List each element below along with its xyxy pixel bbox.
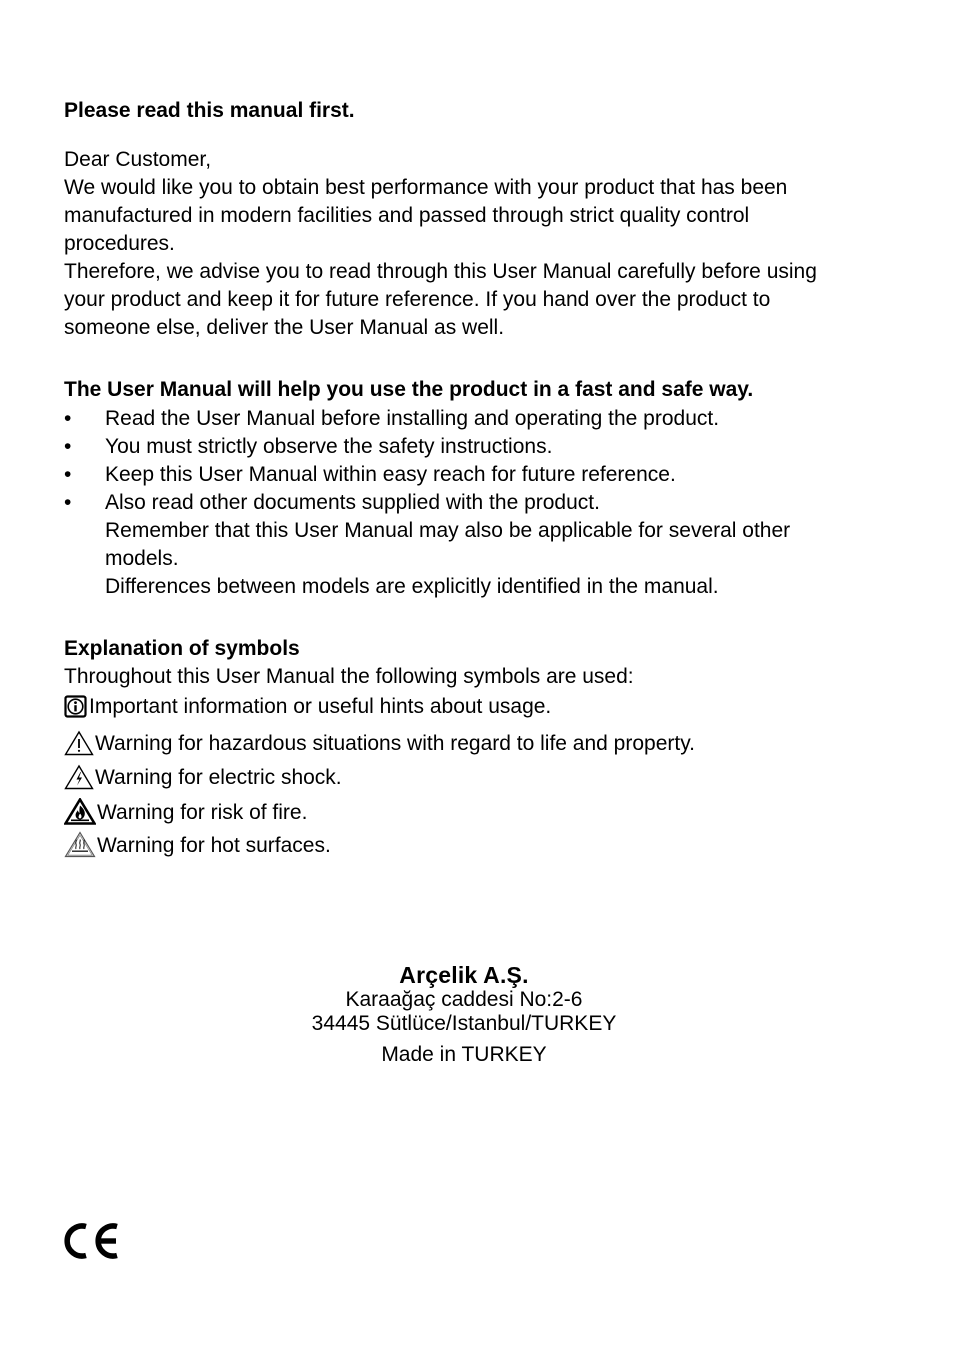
bullet-item: Keep this User Manual within easy reach for future reference. [105, 463, 676, 486]
electric-shock-icon [64, 764, 94, 790]
bullet-item: Also read other documents supplied with the product. [105, 491, 600, 514]
bullet-marker: • [64, 463, 72, 486]
symbol-label: Warning for hazardous situations with regard to life and property. [95, 732, 695, 755]
symbol-row-electric [64, 764, 342, 790]
symbol-label: Warning for risk of fire. [97, 801, 308, 824]
bullet-marker: • [64, 407, 72, 430]
symbol-row-hot [64, 831, 331, 858]
intro-heading: Please read this manual first. [64, 99, 355, 122]
bullet-note: Remember that this User Manual may also be applicable for several other [105, 519, 791, 542]
intro-line: someone else, deliver the User Manual as well. [64, 316, 505, 339]
ce-mark-icon [62, 1219, 120, 1263]
bullet-item: You must strictly observe the safety instructions. [105, 435, 553, 458]
bullet-note: Differences between models are explicitly identified in the manual. [105, 575, 719, 598]
hot-surface-icon [64, 831, 96, 858]
warning-icon [64, 730, 94, 756]
company-street: Karaağaç caddesi No:2-6 [345, 988, 583, 1011]
symbol-row-info [64, 695, 551, 719]
symbols-heading: Explanation of symbols [64, 637, 300, 660]
intro-line: Dear Customer, [64, 148, 212, 171]
symbols-intro: Throughout this User Manual the following symbols are used: [64, 665, 634, 688]
company-city: 34445 Sütlüce/Istanbul/TURKEY [311, 1012, 617, 1035]
company-name: Arçelik A.Ş. [399, 962, 529, 988]
guide-heading: The User Manual will help you use the product in a fast and safe way. [64, 378, 754, 401]
bullet-marker: • [64, 435, 72, 458]
symbol-row-fire [64, 798, 307, 825]
intro-line: Therefore, we advise you to read through this User Manual carefully before using [64, 260, 817, 283]
symbol-label: Warning for electric shock. [95, 766, 342, 789]
intro-line: your product and keep it for future reference. If you hand over the product to [64, 288, 771, 311]
bullet-item: Read the User Manual before installing and operating the product. [105, 407, 720, 430]
bullet-marker: • [64, 491, 72, 514]
intro-line: manufactured in modern facilities and passed through strict quality control [64, 204, 750, 227]
info-icon [64, 695, 88, 719]
symbol-label: Important information or useful hints about usage. [89, 695, 552, 718]
fire-risk-icon [64, 798, 96, 825]
symbol-label: Warning for hot surfaces. [97, 834, 331, 857]
company-origin: Made in TURKEY [381, 1043, 547, 1066]
bullet-note: models. [105, 547, 179, 570]
intro-line: We would like you to obtain best performance with your product that has been [64, 176, 788, 199]
symbol-row-warning [64, 730, 695, 756]
intro-line: procedures. [64, 232, 175, 255]
